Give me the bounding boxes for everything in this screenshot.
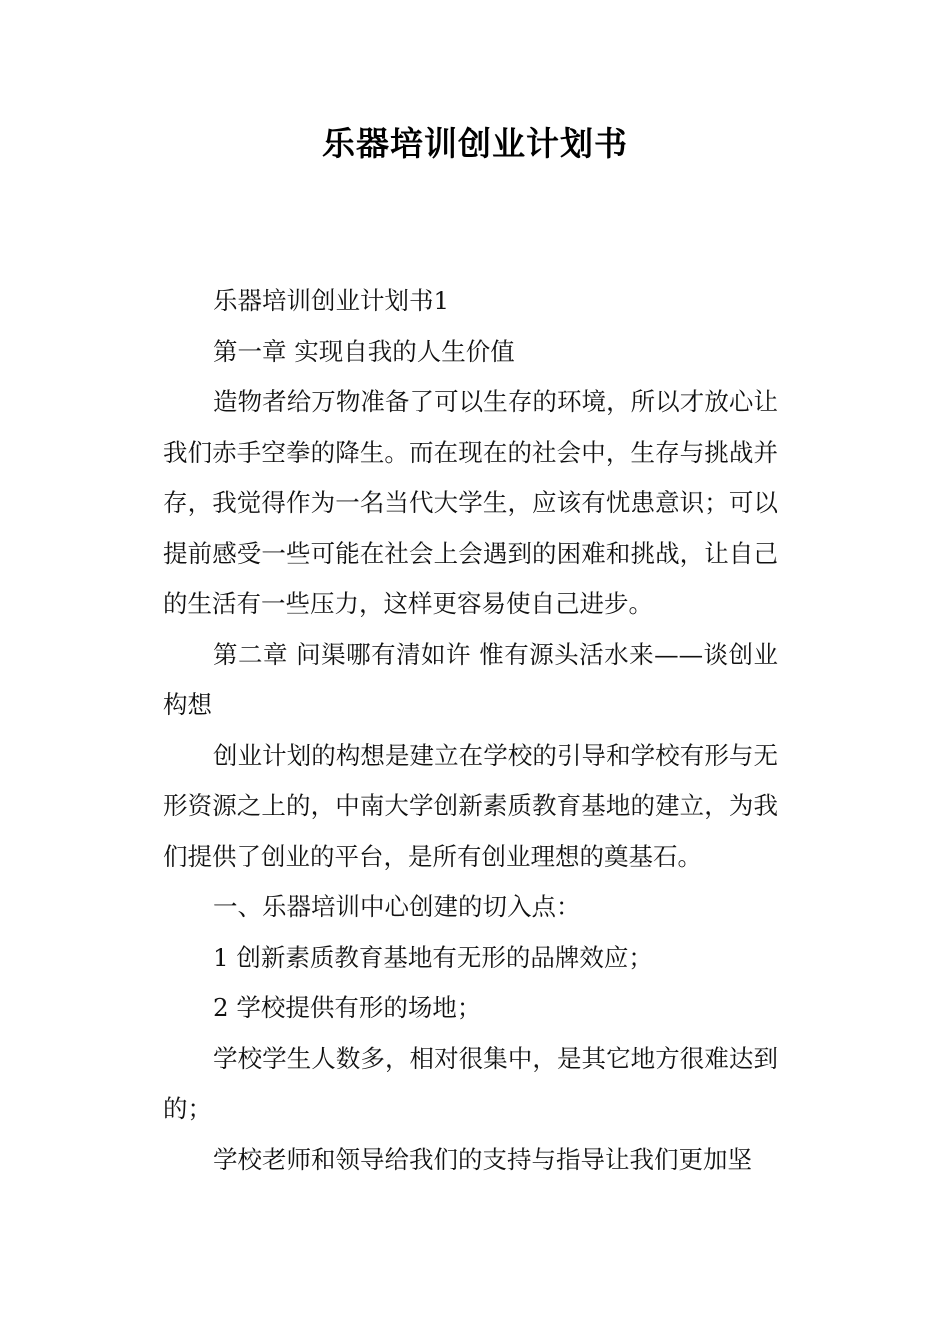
paragraph: 创业计划的构想是建立在学校的引导和学校有形与无形资源之上的，中南大学创新素质教育基地的建立，为我们提供了创业的平台，是所有创业理想的奠基石。 [163, 740, 778, 871]
paragraph: 造物者给万物准备了可以生存的环境，所以才放心让我们赤手空拳的降生。而在现在的社会中，生存与挑战并存，我觉得作为一名当代大学生，应该有忧患意识；可以提前感受一些可能在社会上会遇到的困难和挑战，让自己的生活有一些压力，这样更容易使自己进步。 [163, 387, 778, 618]
paragraph: 学校老师和领导给我们的支持与指导让我们更加坚 [213, 1144, 752, 1174]
list-item: 2 学校提供有形的场地； [213, 993, 482, 1022]
paragraph-chapter-1-heading: 第一章 实现自我的人生价值 [213, 336, 515, 366]
list-item: 1 创新素质教育基地有无形的品牌效应； [213, 942, 653, 972]
paragraph: 学校学生人数多，相对很集中，是其它地方很难达到的； [163, 1043, 778, 1123]
document-body [163, 276, 778, 1185]
paragraph-subtitle: 乐器培训创业计划书1 [213, 286, 450, 315]
paragraph-chapter-2-heading: 第二章 问渠哪有清如许 惟有源头活水来——谈创业构想 [163, 639, 778, 719]
paragraph-section-heading: 一、乐器培训中心创建的切入点： [213, 892, 581, 921]
document-title: 乐器培训创业计划书 [322, 124, 628, 163]
